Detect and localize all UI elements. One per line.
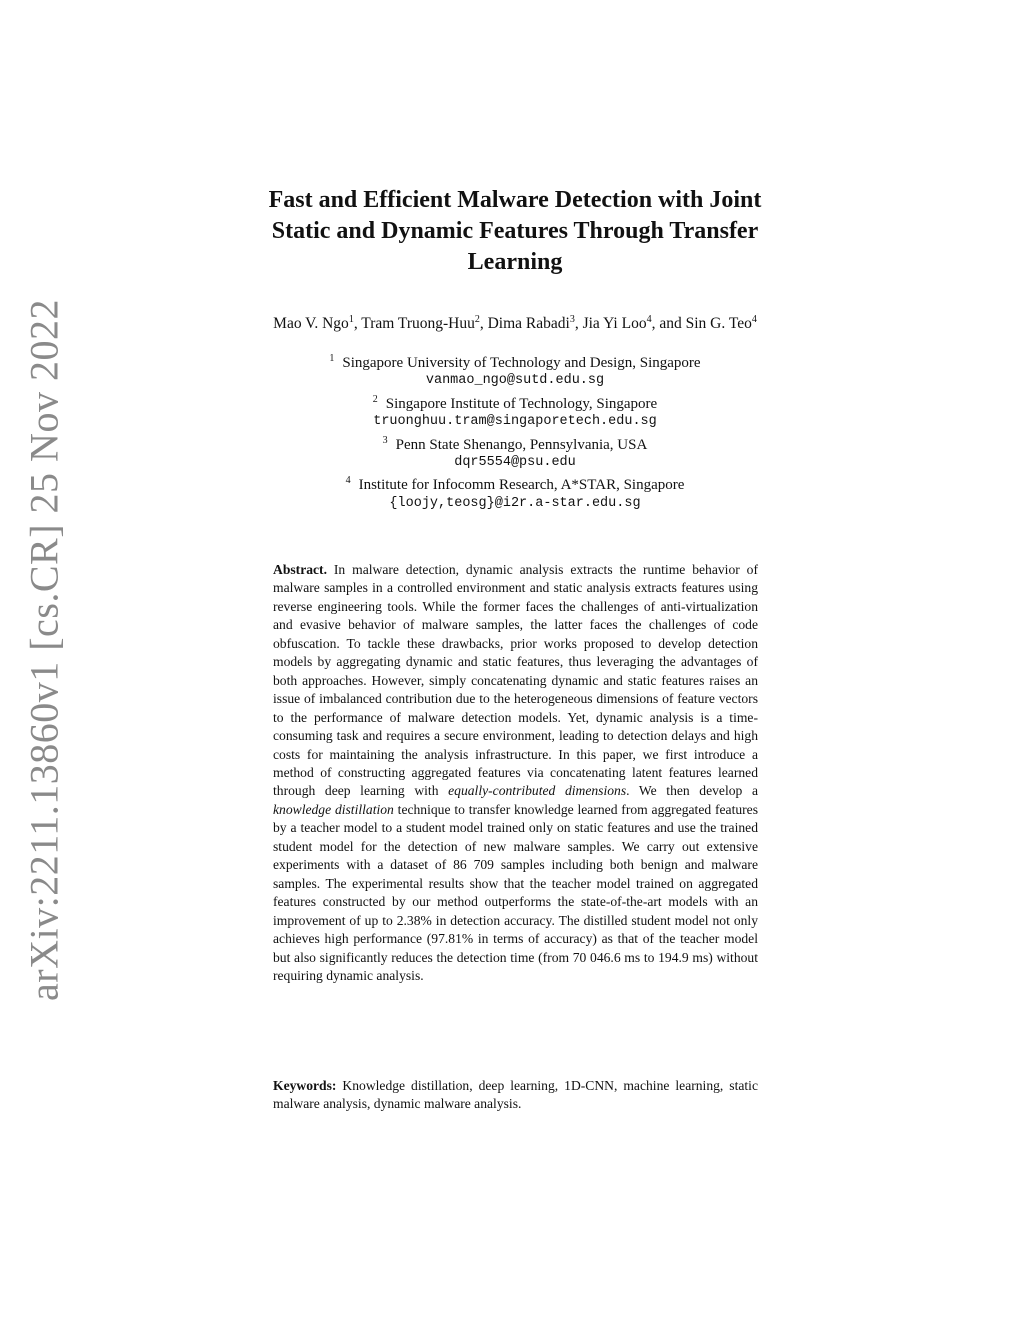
- abstract: [273, 561, 758, 985]
- author-affiliation-mark: 4: [646, 314, 652, 325]
- author-separator: ,: [479, 315, 488, 333]
- arxiv-identifier: [16, 299, 72, 1001]
- author-name: Sin G. Teo: [685, 315, 752, 333]
- title-line: Fast and Efficient Malware Detection with Joint: [268, 187, 762, 213]
- affiliation-name: Singapore Institute of Technology, Singapore: [385, 395, 658, 412]
- affiliation-email: dqr5554@psu.edu: [454, 455, 576, 471]
- affiliation-list: [200, 350, 830, 513]
- affiliation-email: {loojy,teosg}@i2r.a-star.edu.sg: [389, 495, 641, 511]
- keywords-label: Keywords:: [273, 1078, 337, 1093]
- abstract-text: . We then develop a: [626, 783, 758, 799]
- affiliation-mark: 1: [329, 353, 335, 364]
- abstract-label: Abstract.: [273, 562, 327, 577]
- author-name: Dima Rabadi: [487, 315, 570, 333]
- abstract-emphasis: knowledge distillation: [273, 801, 394, 817]
- affiliation: [200, 391, 830, 413]
- author-separator: ,: [353, 315, 362, 333]
- affiliation-mark: 2: [372, 393, 378, 405]
- author-affiliation-mark: 4: [751, 314, 757, 325]
- author-name: Mao V. Ngo: [273, 315, 349, 333]
- affiliation-mark: 3: [382, 434, 388, 446]
- abstract-body: [273, 561, 758, 985]
- abstract-emphasis: equally-contributed dimensions: [448, 783, 627, 799]
- affiliation-email: vanmao_ngo@sutd.edu.sg: [425, 373, 605, 389]
- affiliation: [200, 350, 830, 372]
- affiliation-mark: 4: [345, 475, 351, 487]
- keywords: [273, 1077, 758, 1114]
- author-affiliation-mark: 2: [474, 314, 480, 325]
- arxiv-id-text: arXiv:2211.13860v1 [cs.CR] 25 Nov 2022: [21, 299, 67, 1001]
- author-affiliation-mark: 1: [348, 314, 354, 325]
- affiliation: [200, 432, 830, 454]
- keywords-text: Knowledge distillation, deep learning, 1D-CNN, machine learning, static malware analysis, dynamic malware analysis.: [273, 1078, 758, 1112]
- abstract-text: In malware detection, dynamic analysis extracts the runtime behavior of malware samples in a controlled environment and static analysis extracts features using reverse engineering tools. While the former faces the challenges of anti-virtualization and evasive behavior of malware samples, the latter faces the challenges of code obfuscation. To tackle these drawbacks, prior works proposed to develop detection models by aggregating dynamic and static features, thus leveraging the advantages of both approaches. However, simply concatenating dynamic and static features raises an issue of imbalanced contribution due to the heterogeneous dimensions of feature vectors to the performance of malware detection models. Yet, dynamic analysis is a time-consuming task and requires a secure environment, leading to detection delays and high costs for maintaining the analysis infrastructure. In this paper, we first introduce a method of constructing aggregated features via concatenating latent features learned through deep learning with: [273, 562, 758, 799]
- author-name: Jia Yi Loo: [582, 315, 647, 333]
- paper-title: [200, 185, 830, 278]
- affiliation-email: truonghuu.tram@singaporetech.edu.sg: [373, 414, 657, 430]
- author-list: [150, 314, 880, 333]
- affiliation-name: Institute for Infocomm Research, A*STAR, Singapore: [358, 477, 685, 494]
- title-line: Static and Dynamic Features Through Transfer: [271, 218, 759, 244]
- affiliation-name: Singapore University of Technology and Design, Singapore: [342, 355, 701, 371]
- abstract-text: technique to transfer knowledge learned from aggregated features by a teacher model to a student model trained only on static features and use the trained student model for the detection of new malware samples. We carry out extensive experiments with a dataset of 86 709 samples including both benign and malware samples. The experimental results show that the teacher model trained on aggregated features constructed by our method outperforms the state-of-the-art models with an improvement of up to 2.38% in detection accuracy. The distilled student model not only achieves high performance (97.81% in terms of accuracy) as that of the teacher model but also significantly reduces the detection time (from 70 046.6 ms to 194.9 ms) without requiring dynamic analysis.: [273, 801, 758, 983]
- author-affiliation-mark: 3: [569, 314, 575, 325]
- author-separator: ,: [574, 315, 583, 333]
- affiliation-name: Penn State Shenango, Pennsylvania, USA: [395, 436, 648, 453]
- author-separator: , and: [651, 315, 686, 333]
- author-name: Tram Truong-Huu: [361, 315, 475, 333]
- title-line: Learning: [467, 249, 563, 275]
- affiliation: [200, 472, 830, 494]
